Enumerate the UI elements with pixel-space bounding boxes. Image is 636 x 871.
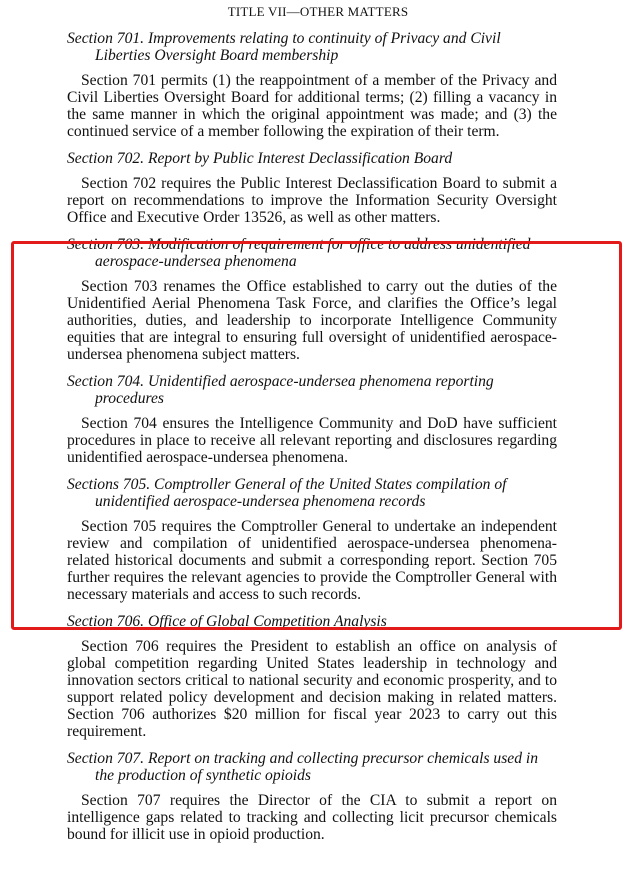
section-body: Section 703 renames the Office established to carry out the duties of the Unidentified Aerial Phenomena Task Force, and clarifies the Office’s legal authorities, duties, and leadership to incorporate Intelligence Community equities that are integral to ensuring full oversight of unidentified aerospace-undersea phenomena subject matters.: [67, 278, 557, 363]
document-content: [67, 30, 557, 853]
section-heading: Section 701. Improvements relating to continuity of Privacy and Civil Liberties Oversight Board membership: [67, 30, 501, 64]
section-heading: Section 702. Report by Public Interest Declassification Board: [67, 150, 453, 167]
section-body: Section 705 requires the Comptroller General to undertake an independent review and compilation of unidentified aerospace-undersea phenomena-related historical documents and submit a corresponding report. Section 705 further requires the relevant agencies to provide the Comptroller General with necessary materials and access to such records.: [67, 518, 557, 603]
section-707: [67, 750, 557, 843]
running-head: TITLE VII—OTHER MATTERS: [227, 4, 409, 19]
section-heading: Sections 705. Comptroller General of the United States compilation of unidentified aerospace-undersea phenomena records: [67, 476, 507, 510]
section-heading: Section 706. Office of Global Competition Analysis: [67, 613, 387, 630]
section-701: [67, 30, 557, 140]
section-body: Section 706 requires the President to establish an office on analysis of global competition regarding United States leadership in technology and innovation sectors critical to national security and economic prosperity, and to support related policy development and decision making in related matters. Section 706 authorizes $20 million for fiscal year 2023 to carry out this requirement.: [67, 638, 557, 740]
section-body: Section 702 requires the Public Interest Declassification Board to submit a report on recommendations to improve the Information Security Oversight Office and Executive Order 13526, as well as other matters.: [67, 175, 557, 226]
section-705: [67, 476, 557, 603]
section-704: [67, 373, 557, 466]
section-body: Section 704 ensures the Intelligence Community and DoD have sufficient procedures in place to receive all relevant reporting and disclosures regarding unidentified aerospace-undersea phenomena.: [67, 415, 557, 466]
section-703: [67, 236, 557, 363]
section-706: [67, 613, 557, 740]
section-heading: Section 703. Modification of requirement for office to address unidentified aerospace-undersea phenomena: [67, 236, 531, 270]
section-body: Section 707 requires the Director of the CIA to submit a report on intelligence gaps related to tracking and collecting licit precursor chemicals bound for illicit use in opioid production.: [67, 792, 557, 843]
section-702: [67, 150, 557, 226]
section-body: Section 701 permits (1) the reappointment of a member of the Privacy and Civil Liberties Oversight Board for additional terms; (2) filling a vacancy in the same manner in which the original appointment was made; and (3) the continued service of a member following the expiration of their term.: [67, 72, 557, 140]
section-heading: Section 704. Unidentified aerospace-undersea phenomena reporting procedures: [67, 373, 494, 407]
section-heading: Section 707. Report on tracking and collecting precursor chemicals used in the production of synthetic opioids: [67, 750, 539, 784]
